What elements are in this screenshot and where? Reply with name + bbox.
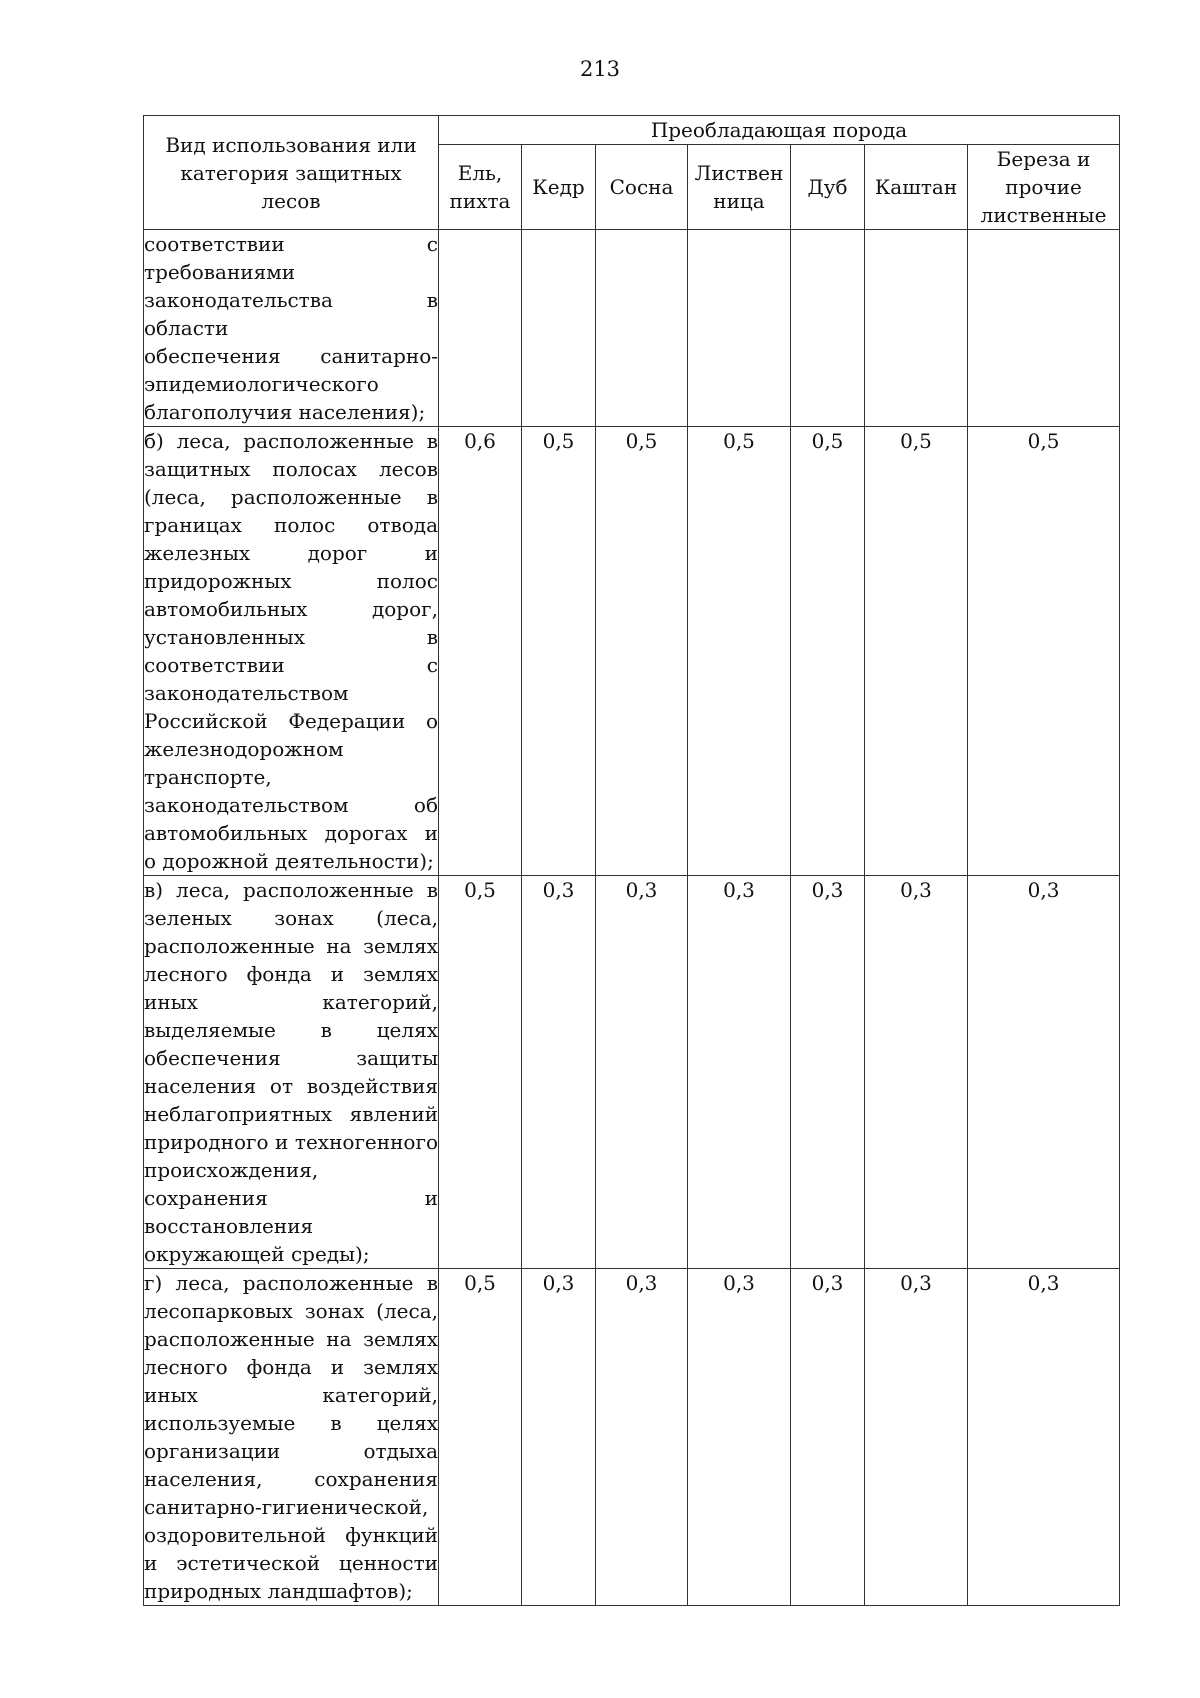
description-line: железнодорожном (144, 737, 344, 761)
usage-category-header (144, 116, 439, 230)
description-line: санитарно-гигиенической, (144, 1495, 429, 1519)
forest-coefficient-table (143, 115, 1120, 1606)
table-head (144, 116, 1120, 230)
description-line: населения, сохранения (144, 1467, 438, 1491)
description-line: выделяемые в целях (144, 1018, 438, 1042)
coefficient-cell: 0,5 (439, 1269, 522, 1606)
coefficient-cell: 0,3 (865, 1269, 968, 1606)
description-line: неблагоприятных явлений (144, 1102, 438, 1126)
species-header-spruce-fir (439, 145, 522, 230)
description-line: Российской Федерации о (144, 709, 438, 733)
description-line: требованиями (144, 260, 296, 284)
species-header-label: Листвен ница (694, 161, 784, 213)
description-line: окружающей среды); (144, 1242, 370, 1266)
description-line: транспорте, (144, 765, 272, 789)
description-line: природного и техногенного (144, 1130, 438, 1154)
coefficient-cell: 0,3 (596, 1269, 688, 1606)
description-line: о дорожной деятельности); (144, 849, 434, 873)
description-line: населения от воздействия (144, 1074, 438, 1098)
species-header-label: Береза и прочие лиственные (980, 147, 1107, 227)
description-line: обеспечения санитарно- (144, 344, 438, 368)
species-header-label: Каштан (874, 175, 958, 199)
table-body (144, 230, 1120, 1606)
table-row (144, 230, 1120, 427)
description-line: обеспечения защиты (144, 1046, 438, 1070)
coefficient-cell (865, 230, 968, 427)
coefficient-cell: 0,5 (522, 427, 596, 876)
coefficient-cell: 0,3 (688, 1269, 791, 1606)
coefficient-cell: 0,6 (439, 427, 522, 876)
coefficient-cell: 0,3 (522, 876, 596, 1269)
coefficient-cell (596, 230, 688, 427)
description-line: происхождения, (144, 1158, 319, 1182)
description-line: расположенные на землях (144, 934, 438, 958)
coefficient-cell: 0,5 (596, 427, 688, 876)
description-line: организации отдыха (144, 1439, 438, 1463)
species-header-birch-deciduous (968, 145, 1120, 230)
row-description (144, 230, 439, 427)
species-header-label: Сосна (609, 175, 674, 199)
description-line: соответствии с (144, 232, 438, 256)
species-header-chestnut (865, 145, 968, 230)
page-number: 213 (579, 57, 621, 81)
usage-category-header-text: Вид использования или категория защитных лесов (165, 132, 417, 213)
coefficient-cell (688, 230, 791, 427)
row-description (144, 876, 439, 1269)
description-line: эпидемиологического (144, 372, 379, 396)
species-header-larch (688, 145, 791, 230)
coefficient-cell: 0,5 (688, 427, 791, 876)
description-line: б) леса, расположенные в (144, 429, 438, 453)
description-line: автомобильных дорогах и (144, 821, 438, 845)
description-line: сохранения и (144, 1186, 438, 1210)
coefficient-cell (522, 230, 596, 427)
table-row (144, 876, 1120, 1269)
dominant-species-header: Преобладающая порода (439, 116, 1120, 145)
coefficient-cell: 0,3 (968, 1269, 1120, 1606)
coefficient-cell: 0,3 (968, 876, 1120, 1269)
description-line: автомобильных дорог, (144, 597, 438, 621)
coefficient-cell: 0,3 (865, 876, 968, 1269)
description-line: установленных в (144, 625, 438, 649)
description-line: оздоровительной функций (144, 1523, 438, 1547)
coefficient-cell: 0,3 (688, 876, 791, 1269)
description-line: железных дорог и (144, 541, 438, 565)
species-header-label: Дуб (807, 175, 848, 199)
description-line: зеленых зонах (леса, (144, 906, 438, 930)
row-description (144, 1269, 439, 1606)
description-line: г) леса, расположенные в (144, 1271, 438, 1295)
species-header-label: Кедр (532, 175, 585, 199)
species-header-oak (791, 145, 865, 230)
description-line: природных ландшафтов); (144, 1579, 413, 1603)
species-header-cedar (522, 145, 596, 230)
coefficient-cell (791, 230, 865, 427)
description-line: придорожных полос (144, 569, 438, 593)
coefficient-cell (439, 230, 522, 427)
table-row (144, 1269, 1120, 1606)
description-line: расположенные на землях (144, 1327, 438, 1351)
description-line: законодательством об (144, 793, 438, 817)
description-line: восстановления (144, 1214, 314, 1238)
coefficient-cell: 0,5 (791, 427, 865, 876)
description-line: иных категорий, (144, 1383, 438, 1407)
header-row-top (144, 116, 1120, 145)
coefficient-cell: 0,3 (791, 876, 865, 1269)
description-line: соответствии с (144, 653, 438, 677)
coefficient-cell: 0,3 (791, 1269, 865, 1606)
description-line: законодательством (144, 681, 349, 705)
coefficient-cell: 0,5 (865, 427, 968, 876)
description-line: лесопарковых зонах (леса, (144, 1299, 438, 1323)
species-header-label: Ель, пихта (449, 161, 511, 213)
description-line: и эстетической ценности (144, 1551, 438, 1575)
description-line: границах полос отвода (144, 513, 438, 537)
description-line: иных категорий, (144, 990, 438, 1014)
description-line: в) леса, расположенные в (144, 878, 438, 902)
coefficient-cell: 0,3 (522, 1269, 596, 1606)
description-line: (леса, расположенные в (144, 485, 438, 509)
description-line: лесного фонда и землях (144, 1355, 438, 1379)
coefficient-cell (968, 230, 1120, 427)
coefficient-cell: 0,5 (968, 427, 1120, 876)
description-line: законодательства в области (144, 288, 438, 340)
description-line: защитных полосах лесов (144, 457, 438, 481)
description-line: благополучия населения); (144, 400, 426, 424)
description-line: используемые в целях (144, 1411, 438, 1435)
coefficient-cell: 0,5 (439, 876, 522, 1269)
description-line: лесного фонда и землях (144, 962, 438, 986)
table-row (144, 427, 1120, 876)
row-description (144, 427, 439, 876)
coefficient-cell: 0,3 (596, 876, 688, 1269)
species-header-pine (596, 145, 688, 230)
